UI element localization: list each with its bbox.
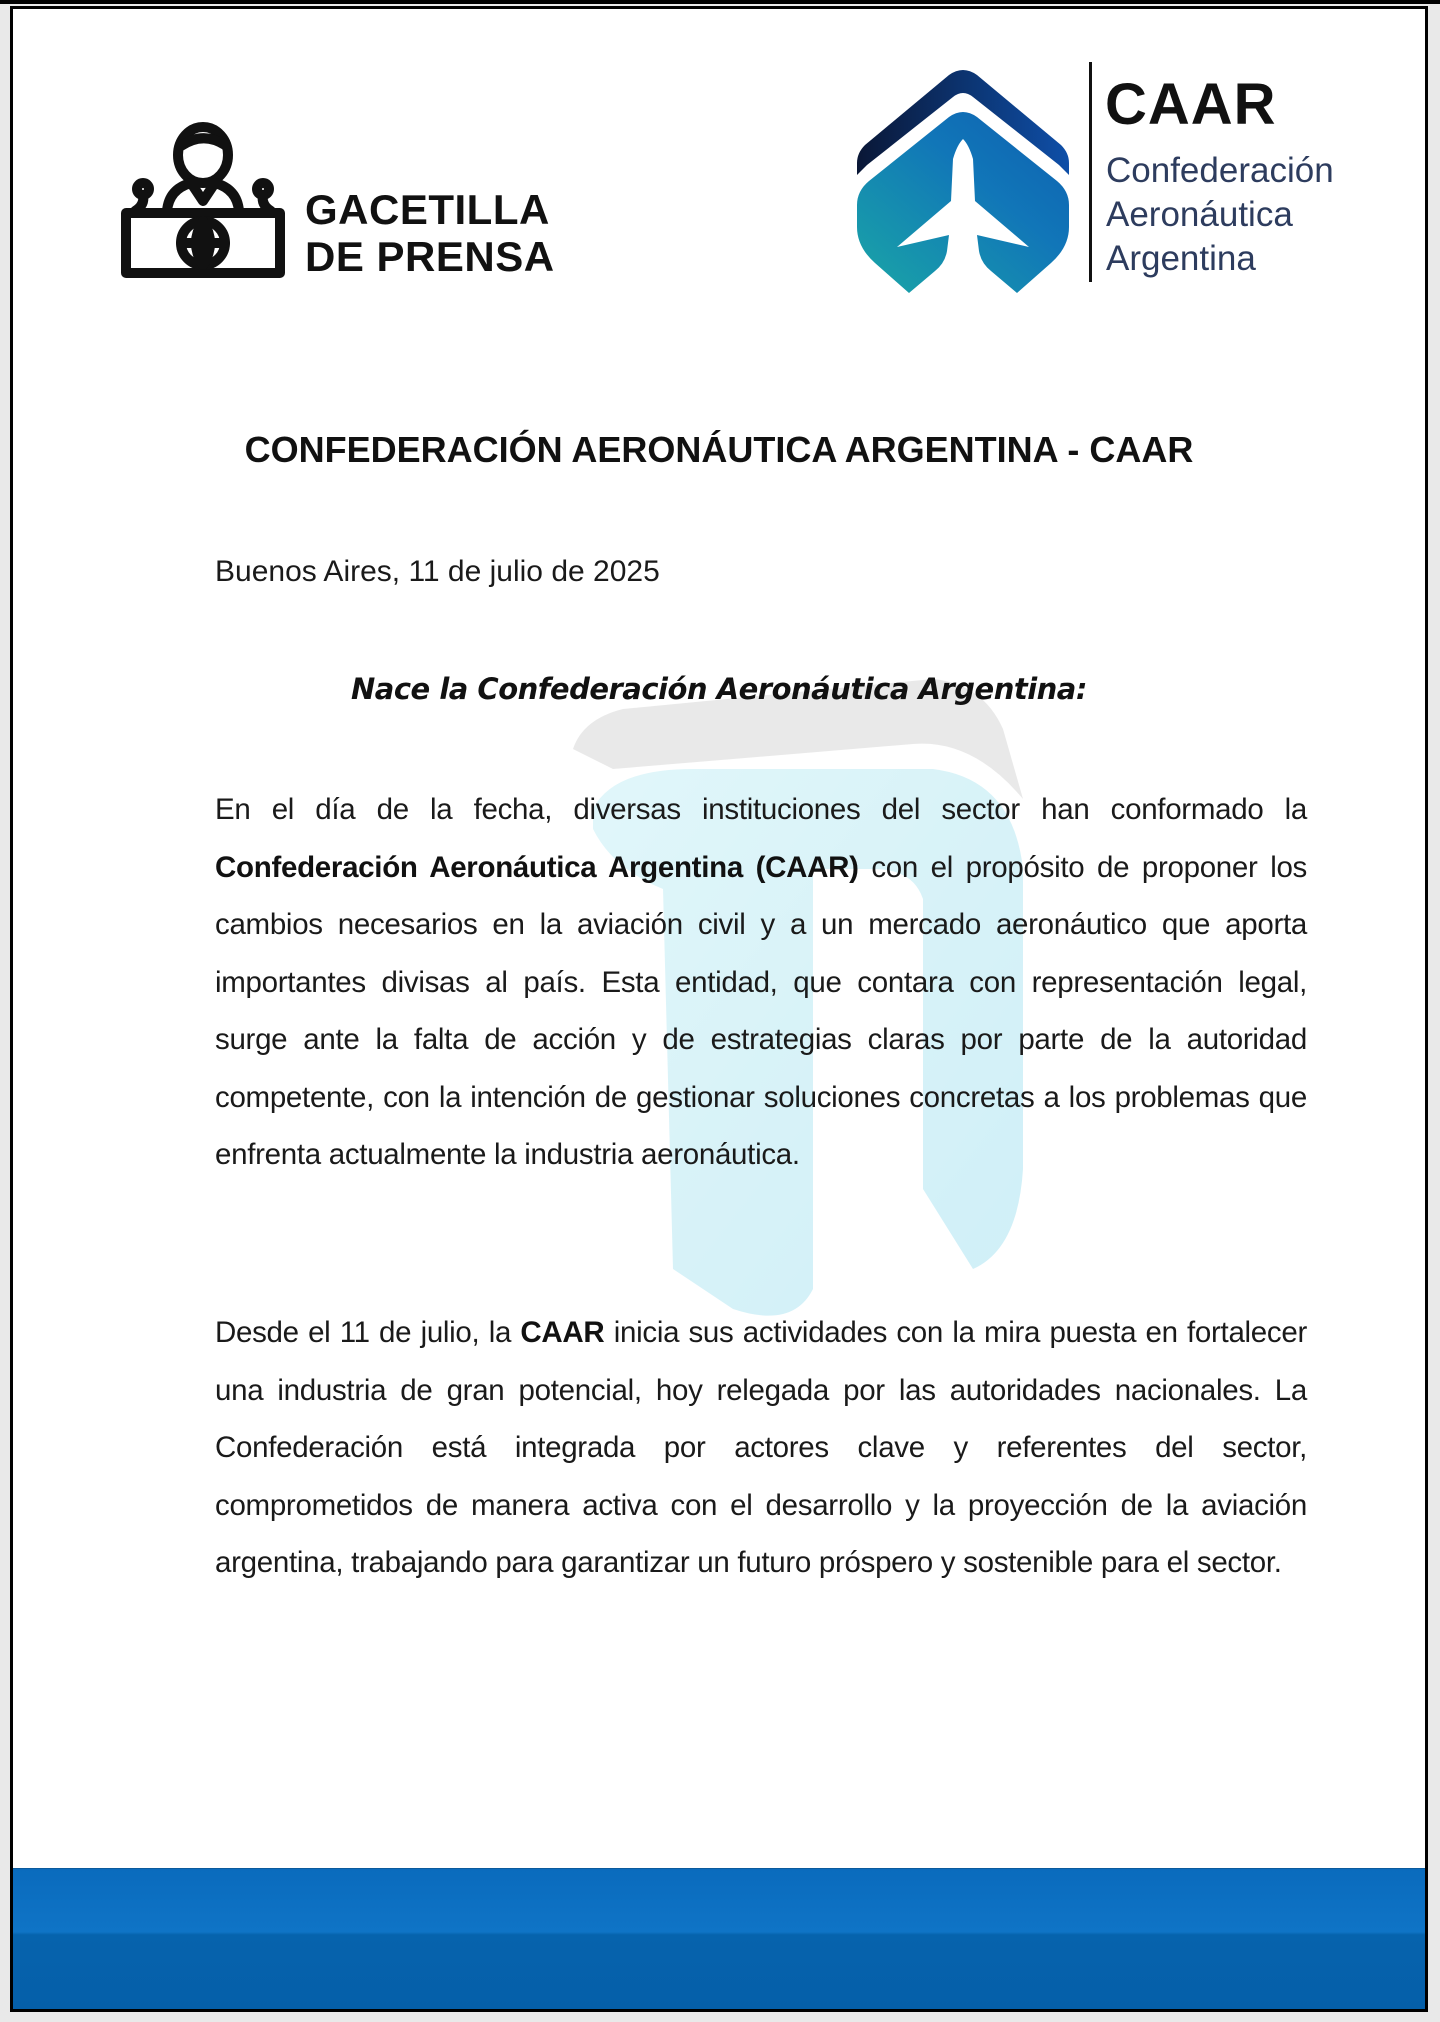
body-paragraph-1 — [215, 781, 1307, 1184]
document-subtitle: Nace la Confederación Aeronáutica Argentina: — [351, 672, 1087, 706]
paragraph-2-bold: CAAR — [520, 1316, 605, 1349]
paragraph-1-rest: con el propósito de proponer los cambios necesarios en la aviación civil y a un mercado aeronáutico que aporta importantes divisas al país. Esta entidad, que contara con representación legal, surge ante la falta de acción y de estrategias claras por parte de la autoridad competente, con la intención de gestionar soluciones concretas a los problemas que enfrenta actualmente la industria aeronáutica. — [215, 850, 1308, 1171]
paragraph-2-rest: inicia sus actividades con la mira puesta en fortalecer una industria de gran potencial, hoy relegada por las autoridades nacionales. La Confederación está integrada por actores clave y referentes del sector, comprometidos de manera activa con el desarrollo y la proyección de la aviación argentina, trabajando para garantizar un futuro próspero y sostenible para el sector. — [215, 1316, 1307, 1579]
footer-band — [13, 1868, 1425, 2009]
logo-divider — [1089, 62, 1092, 282]
top-edge — [0, 0, 1440, 4]
document-date: Buenos Aires, 11 de julio de 2025 — [215, 555, 660, 588]
paragraph-1-intro: En el día de la fecha, diversas instituciones del sector han conformado la — [215, 793, 1307, 826]
press-label-line2: DE PRENSA — [305, 233, 555, 280]
logo-name-line1: Confederación — [1106, 151, 1334, 190]
press-label-line1: GACETILLA — [305, 186, 550, 233]
logo-name-line2: Aeronáutica — [1106, 195, 1293, 234]
logo-acronym: CAAR — [1105, 72, 1277, 137]
airplane-house-logo-icon — [853, 67, 1075, 295]
press-conference-speaker-icon — [121, 113, 285, 278]
press-release-badge — [121, 113, 555, 278]
body-paragraph-2 — [215, 1304, 1307, 1592]
press-release-label — [305, 186, 555, 280]
document-title: CONFEDERACIÓN AERONÁUTICA ARGENTINA - CAAR — [244, 429, 1194, 470]
paragraph-1-bold: Confederación Aeronáutica Argentina (CAAR) — [215, 850, 859, 884]
logo-name-line3: Argentina — [1106, 239, 1256, 278]
logo-full-name — [1106, 149, 1334, 281]
paragraph-2-intro: Desde el 11 de julio, la — [215, 1316, 512, 1349]
press-release-page — [10, 6, 1428, 2012]
